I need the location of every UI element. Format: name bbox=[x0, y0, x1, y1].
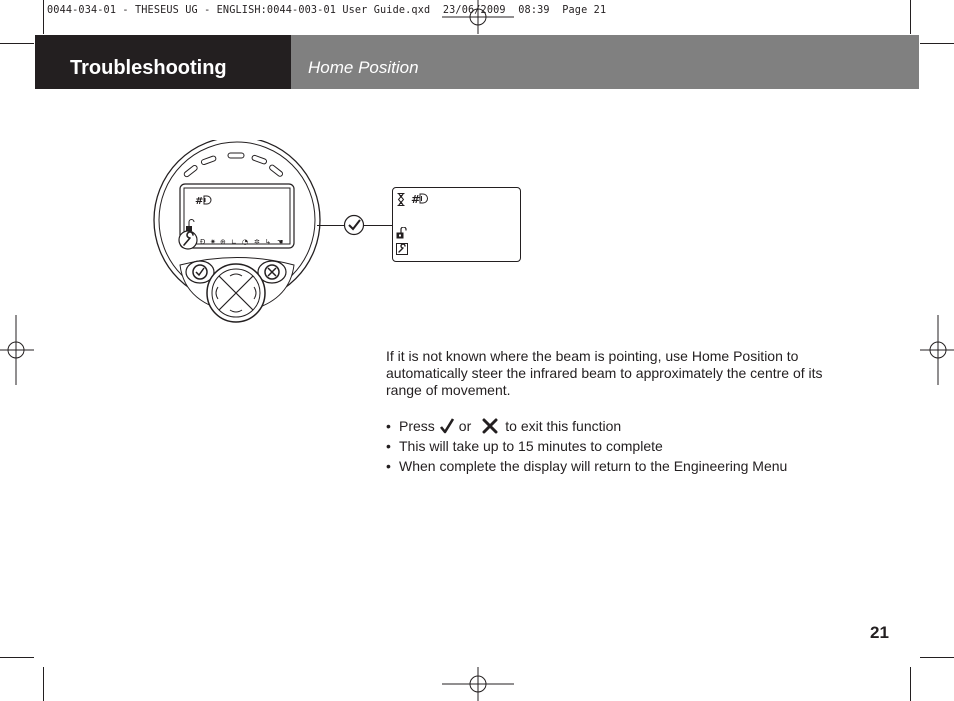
bullet-text: When complete the display will return to the Engineering Menu bbox=[399, 458, 788, 474]
target-icon: ⊕ bbox=[220, 238, 226, 246]
direction-pad bbox=[207, 264, 265, 322]
instruction-list bbox=[386, 416, 787, 476]
wrench-icon bbox=[396, 243, 408, 255]
wrench-icon bbox=[179, 231, 197, 249]
bullet-text-or: or bbox=[458, 418, 472, 434]
crop-mark bbox=[0, 43, 34, 44]
angle-icon: ∟ bbox=[231, 238, 237, 246]
crop-mark bbox=[0, 657, 34, 658]
section-title: Troubleshooting bbox=[70, 57, 227, 79]
print-slug: 0044-034-01 - THESEUS UG - ENGLISH:0044-003-01 User Guide.qxd 23/06/2009 08:39 Page 21 bbox=[47, 5, 607, 16]
hash-beam-icon bbox=[411, 192, 431, 205]
registration-mark-top bbox=[442, 0, 514, 34]
device-illustration bbox=[150, 140, 325, 330]
beam-small-icon: Ð bbox=[200, 238, 206, 246]
bullet: • bbox=[386, 418, 391, 434]
intro-paragraph: If it is not known where the beam is pointing, use Home Position to automatically steer the infrared beam to approximately the centre of its range of movement. bbox=[386, 348, 823, 398]
crop-mark bbox=[43, 667, 44, 701]
crop-mark bbox=[920, 657, 954, 658]
gear-small-icon: ✲ bbox=[254, 238, 260, 246]
page-number: 21 bbox=[870, 623, 889, 642]
list-item bbox=[386, 456, 787, 476]
bullet: • bbox=[386, 458, 391, 474]
cross-icon bbox=[479, 418, 501, 434]
open-padlock-icon bbox=[396, 227, 407, 239]
clock-icon: ◔ bbox=[242, 238, 249, 246]
bullet-text-exit: to exit this function bbox=[505, 418, 622, 434]
registration-mark-bottom bbox=[442, 667, 514, 701]
list-item bbox=[386, 416, 787, 436]
step-icon: ↳ bbox=[265, 238, 271, 246]
crop-mark bbox=[920, 43, 954, 44]
bullet: • bbox=[386, 438, 391, 454]
crop-mark bbox=[910, 667, 911, 701]
bullet-text: This will take up to 15 minutes to complete bbox=[399, 438, 663, 454]
tick-icon bbox=[439, 418, 455, 434]
registration-mark-right bbox=[920, 315, 954, 385]
crop-mark bbox=[43, 0, 44, 34]
screen-detail-box bbox=[392, 187, 521, 262]
bullet-text-press: Press bbox=[399, 418, 435, 434]
hash-beam-icon: # bbox=[195, 196, 204, 207]
list-item bbox=[386, 436, 787, 456]
tick-callout-icon bbox=[343, 214, 365, 236]
hand-icon: ☚ bbox=[277, 238, 284, 246]
registration-mark-left bbox=[0, 315, 34, 385]
hourglass-icon bbox=[397, 193, 405, 206]
sun-icon: ✷ bbox=[210, 238, 216, 246]
callout-line-right bbox=[362, 225, 392, 226]
section-subtitle: Home Position bbox=[308, 58, 419, 77]
callout-line-left bbox=[317, 225, 345, 226]
crop-mark bbox=[910, 0, 911, 34]
svg-text:#: # bbox=[411, 193, 421, 205]
